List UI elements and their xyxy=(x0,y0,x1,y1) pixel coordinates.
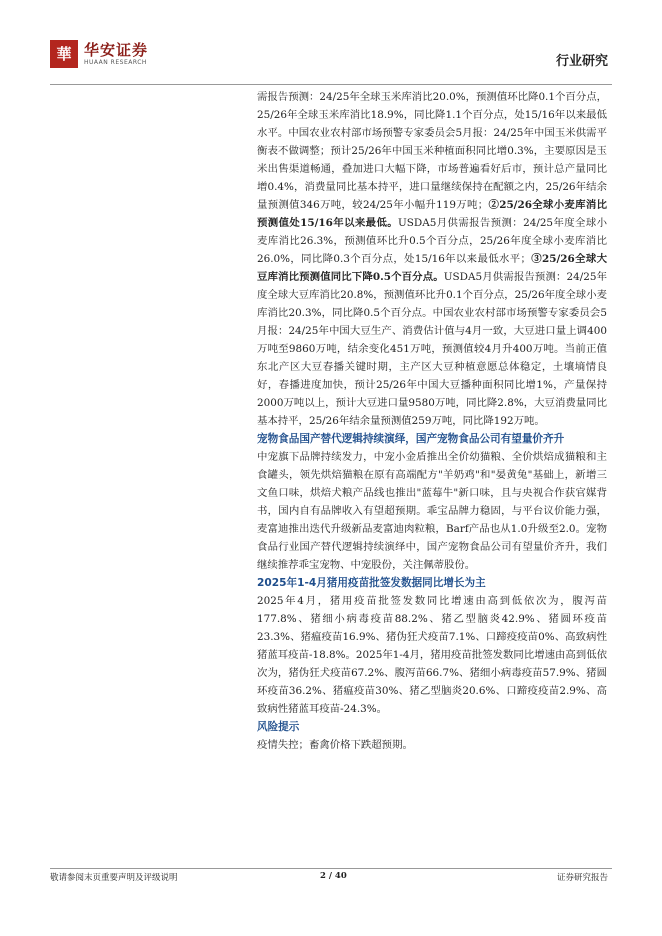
paragraph-pet-food: 中宠旗下品牌持续发力，中宠小金盾推出全价幼猫粮、全价烘焙成猫粮和主食罐头，领先烘焙猫粮在原有高端配方"羊奶鸡"和"晏黄兔"基础上，新增三文鱼口味，烘焙犬粮产品线也推出"蓝莓牛"新口味，且与央视合作获官媒背书，国内自有品牌收入有望超预期。乖宝品牌力稳固，与平台议价能力强，麦富迪推出迭代升级新品麦富迪肉粒粮，Barf产品也从1.0升级至2.0。宠物食品行业国产替代逻辑持续演绎中，国产宠物食品公司有望量价齐升，我们继续推荐乖宝宠物、中宠股份，关注佩蒂股份。 xyxy=(257,451,607,571)
text-run: 需报告预测：24/25年全球玉米库消比20.0%，预测值环比降0.1个百分点，25/26年全球玉米库消比18.9%，同比降1.1个百分点，处15/16年以来最低水平。中国农业农村部市场预警专家委员会5月报：24/25年中国玉米供需平衡表不做调整；预计25/26年中国玉米种植面积同比增0.3%，主要原因是玉米出售渠道畅通，叠加进口大幅下降，市场普遍看好后市，预计总产量同比增0.4%，消费量同比基本持平，进口量继续保持在配额之内，25/26年结余量预测值346万吨，较24/25年小幅升119万吨； xyxy=(257,91,607,211)
page-header xyxy=(50,40,612,82)
company-logo xyxy=(50,40,148,68)
paragraph-vaccines: 2025年4月，猪用疫苗批签发数同比增速由高到低依次为，腹泻苗177.8%、猪细小病毒疫苗88.2%、猪乙型脑炎42.9%、猪圆环疫苗23.3%、猪瘟疫苗16.9%、猪伪狂犬疫苗7.1%、口蹄疫疫苗0%、高致病性猪蓝耳疫苗-18.8%。2025年1-4月，猪用疫苗批签发数同比增速由高到低依次为，猪伪狂犬疫苗67.2%、腹泻苗66.7%、猪细小病毒疫苗57.9%、猪圆环疫苗36.2%、猪瘟疫苗30%、猪乙型脑炎20.6%、口蹄疫疫苗2.9%、高致病性猪蓝耳疫苗-24.3%。 xyxy=(257,595,607,715)
footer-disclaimer: 敬请参阅末页重要声明及评级说明 xyxy=(50,873,178,883)
logo-seal-icon: 華 xyxy=(50,40,78,68)
logo-english: HUAAN RESEARCH xyxy=(84,58,147,66)
paragraph-grain-supply-demand xyxy=(257,88,607,430)
text-run: USDA5月供需报告预测：24/25年度全球大豆库消比20.8%，预测值环比升0.1个百分点，25/26年度全球小麦库消比20.3%，同比降0.5个百分点。中国农业农村部市场预警专家委员会5月报：24/25年中国大豆生产、消费估计值与4月一致，大豆进口量上调400万吨至9860万吨，结余变化451万吨，预测值较4月升400万吨。当前正值东北产区大豆春播关键时期，主产区大豆种植意愿总体稳定，土壤墒情良好，春播进度加快，预计25/26年中国大豆播种面积同比增1%，产量保持2000万吨以上，预计大豆进口量9580万吨，同比降2.8%，大豆消费量同比基本持平，25/26年结余量预测值259万吨，同比降192万吨。 xyxy=(257,271,608,427)
section-title-vaccines: 2025年1-4月猪用疫苗批签发数据同比增长为主 xyxy=(257,577,486,589)
main-content xyxy=(257,88,607,754)
footer-divider xyxy=(50,868,612,869)
paragraph-risk: 疫情失控；畜禽价格下跌超预期。 xyxy=(257,739,413,751)
bold-highlight: ②25/26全球小麦库消比预测值处15/16年以来最低。 xyxy=(257,199,608,229)
header-divider xyxy=(50,84,612,85)
section-title-risk: 风险提示 xyxy=(257,721,300,733)
document-type: 行业研究 xyxy=(555,54,608,69)
page-number: 2 / 40 xyxy=(320,871,347,881)
logo-name: 华安证券 xyxy=(84,40,149,59)
bold-highlight: ③25/26全球大豆库消比预测值同比下降0.5个百分点。 xyxy=(257,253,607,283)
text-run: USDA5月供需报告预测：24/25年度全球小麦库消比26.3%，预测值环比升0.5个百分点，25/26年度全球小麦库消比26.0%，同比降0.3个百分点，处15/16年以来最低水平； xyxy=(257,217,608,265)
section-title-pet-food: 宠物食品国产替代逻辑持续演绎，国产宠物食品公司有望量价齐升 xyxy=(257,433,565,445)
footer-report-type: 证券研究报告 xyxy=(556,873,608,883)
page-footer xyxy=(50,871,612,885)
